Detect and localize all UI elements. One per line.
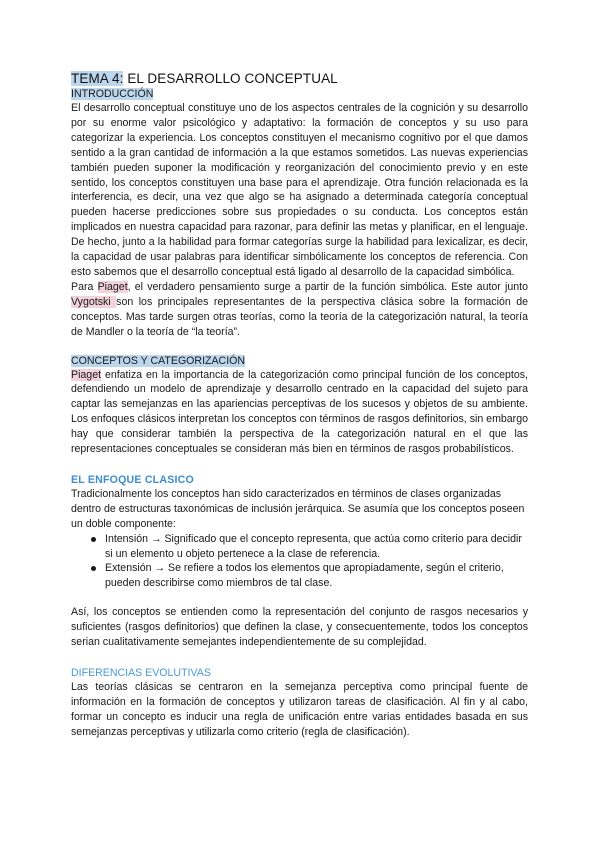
list-item-extension: Extensión → Se refiere a todos los elementos que apropiadamente, según el criterio, pueden describirse como miembros de tal clase. (105, 561, 528, 591)
section-heading-diferencias: DIFERENCIAS EVOLUTIVAS (71, 667, 211, 679)
list-item-intension: Intensión → Significado que el concepto representa, que actúa como criterio para decidir si un elemento u objeto pertenece a la clase de referencia. (105, 532, 528, 562)
conceptos-paragraph: Piaget enfatiza en la importancia de la categorización como principal función de los conceptos, defendiendo un modelo de aprendizaje y desarrollo centrado en la capacidad del sujeto para captar las semejanzas en las apariencias perceptivas de los sucesos y objetos de su ambiente. Los enfoques clásicos interpretan los conceptos con términos de rasgos definitorios, sin embargo hay que considerar también la perspectiva de la categorización natural en el que las representaciones conceptuales se consideran más bien en términos de rasgos probabilísticos. (71, 368, 528, 456)
intro-paragraph-2: Para Piaget, el verdadero pensamiento surge a partir de la función simbólica. Este autor junto Vygotski son los principales representantes de la perspectiva clásica sobre la formación de conceptos. Mas tarde surgen otras teorías, como la teoría de la categorización natural, la teoría de Mandler o la teoría de “la teoría”. (71, 280, 529, 338)
bullet-list (71, 532, 528, 592)
diferencias-paragraph: Las teorías clásicas se centraron en la semejanza perceptiva como principal fuente de información en la formación de conceptos y utilizaron tareas de clasificación. Al fin y al cabo, formar un concepto es inducir una regla de unificación entre varias entidades basada en sus semejanzas perceptivas y utilizarla como criterio (regla de clasificación). (71, 681, 528, 738)
document-page (71, 70, 528, 740)
highlight-piaget-2: Piaget (71, 368, 102, 381)
section-heading-enfoque-clasico: EL ENFOQUE CLASICO (71, 473, 194, 486)
clasico-paragraph-1: Tradicionalmente los conceptos han sido caracterizados en términos de clases organizadas dentro de estructuras taxonómicas de inclusión jerárquica. Se asumía que los conceptos poseen un doble componente: (71, 487, 525, 530)
section-heading-introduccion: INTRODUCCIÓN (71, 88, 154, 100)
highlight-piaget: Piaget (97, 280, 128, 293)
title-label: TEMA 4: (71, 71, 124, 86)
section-heading-conceptos: CONCEPTOS Y CATEGORIZACIÓN (71, 354, 246, 367)
document-title (71, 70, 528, 87)
clasico-paragraph-2: Así, los conceptos se entienden como la representación del conjunto de rasgos necesarios y suficientes (rasgos definitorios) que definen la clase, y consecuentemente, todos los conceptos serian cualitativamente semejantes independientemente de su complejidad. (71, 606, 528, 649)
highlight-vygotski: Vygotski (71, 295, 117, 308)
intro-paragraph-1: El desarrollo conceptual constituye uno de los aspectos centrales de la cognición y su desarrollo por su enorme valor psicológico y adaptativo: la formación de conceptos y su uso para categorizar la experiencia. Los conceptos constituyen el mecanismo cognitivo por el que damos sentido a la gran cantidad de información a la que estamos sometidos. Las nuevas experiencias también pueden suponer la modificación y reorganización del conocimiento previo y en este sentido, los conceptos constituyen una base para el aprendizaje. Otra función relacionada es la interferencia, es decir, una vez que algo se ha asignado a determinada categoría conceptual pueden hacerse predicciones sobre sus propiedades o su conducta. Los conceptos están implicados en nuestra capacidad para razonar, para definir las metas y planificar, en el lenguaje. De hecho, junto a la habilidad para formar categorías surge la habilidad para lexicalizar, es decir, la capacidad de usar palabras para identificar simbólicamente los conceptos de referencia. Con esto sabemos que el desarrollo conceptual está ligado al desarrollo de la capacidad simbólica. (71, 102, 528, 278)
title-text: EL DESARROLLO CONCEPTUAL (123, 71, 338, 86)
